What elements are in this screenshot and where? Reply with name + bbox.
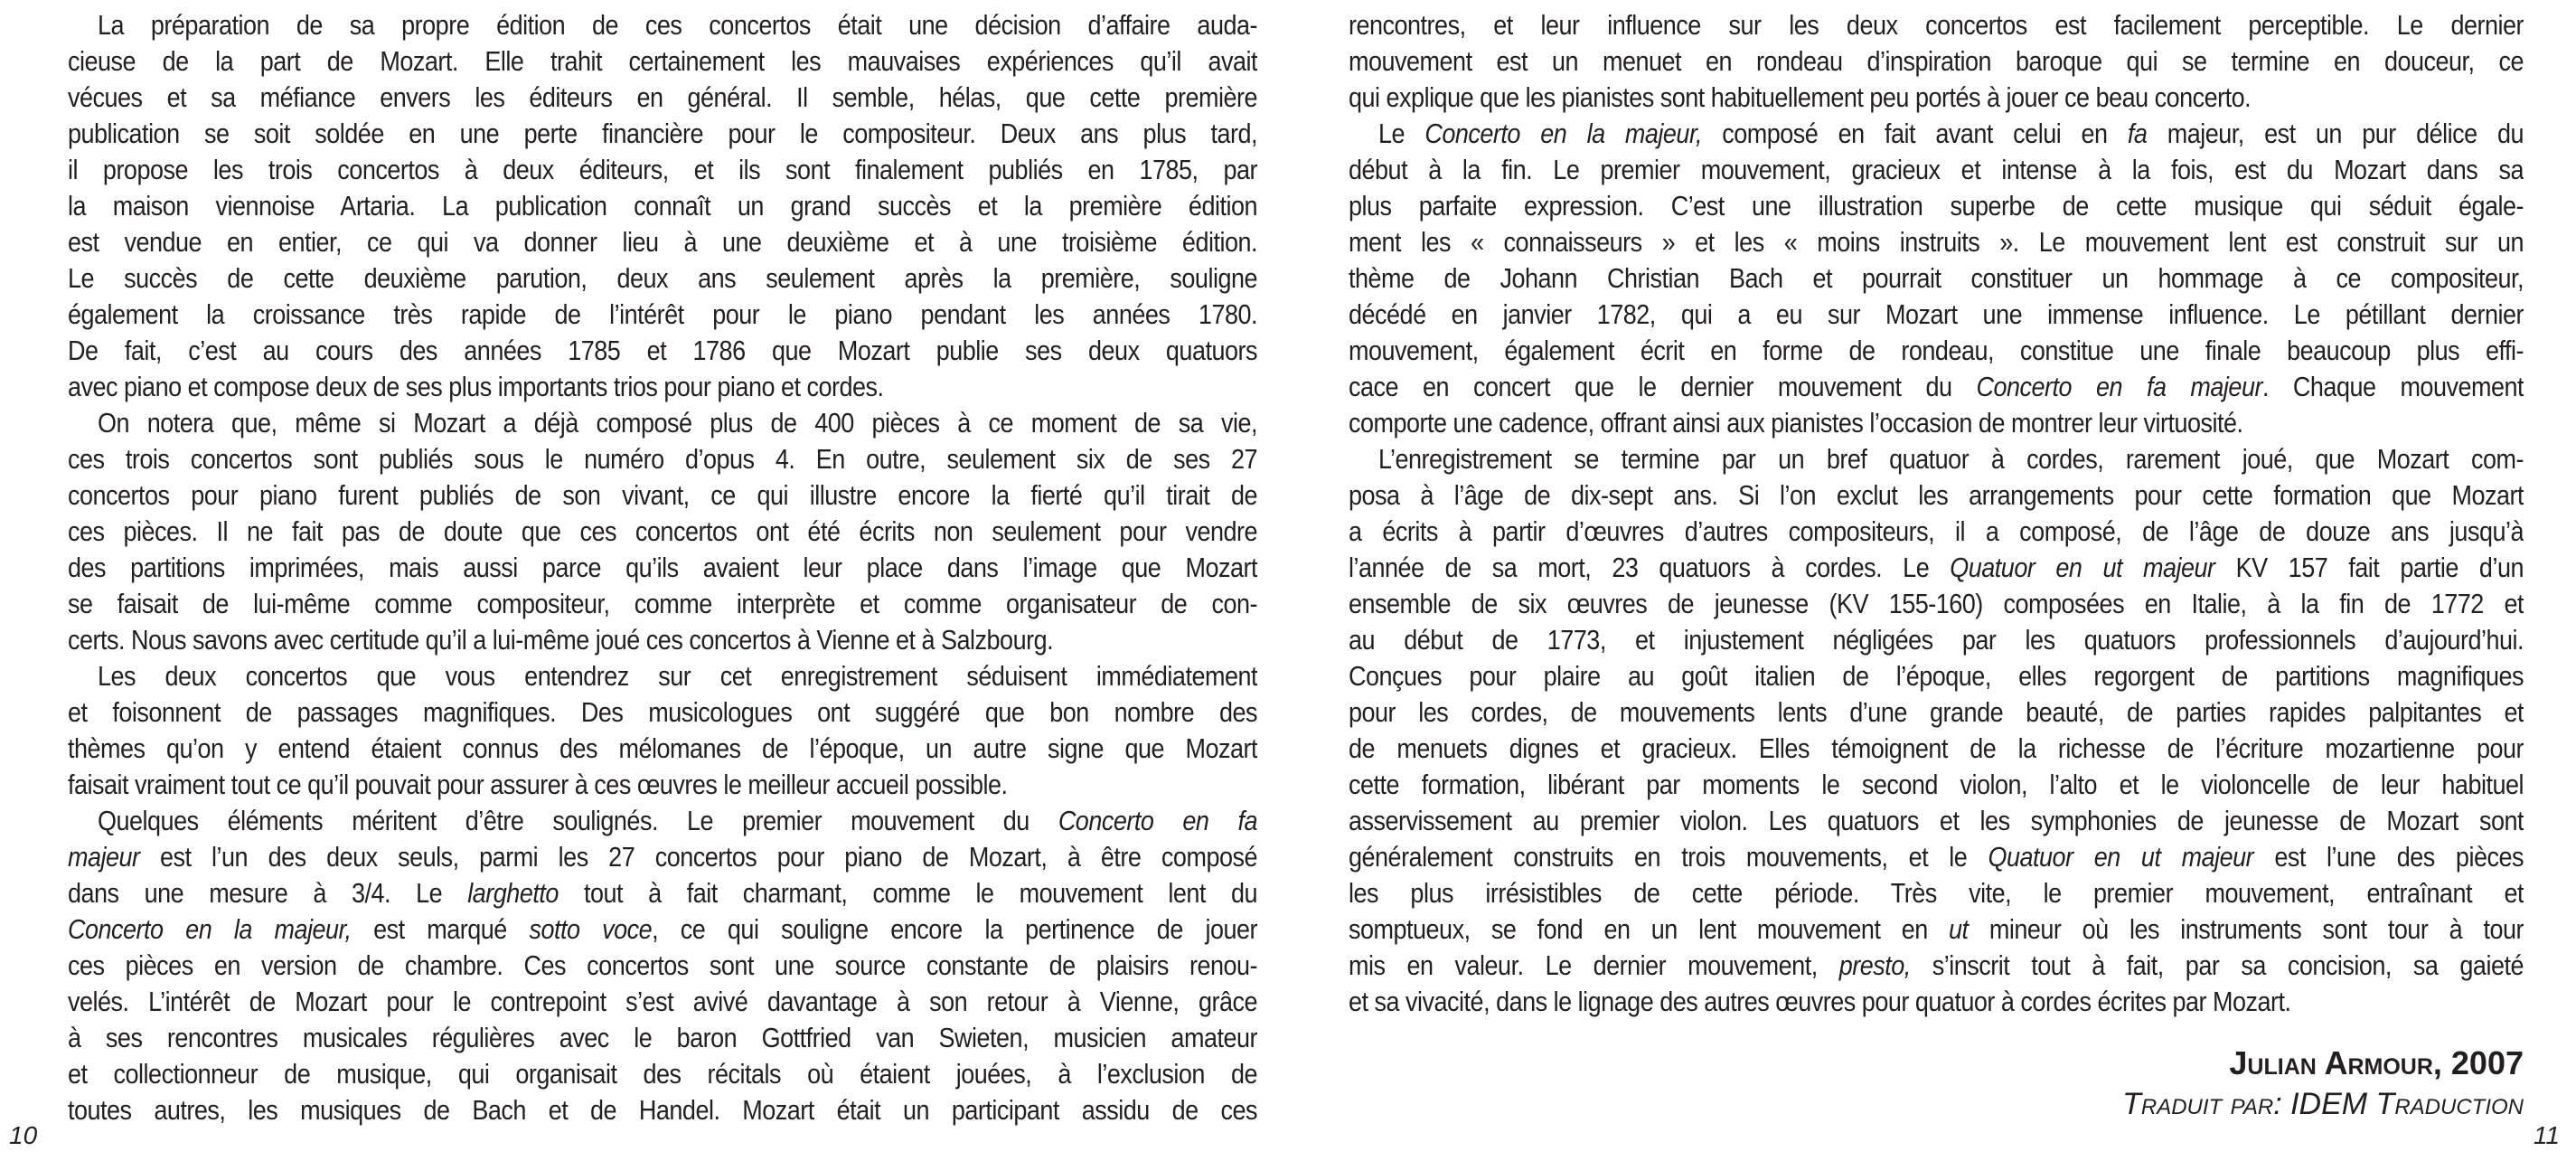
text-line [68, 475, 1257, 515]
text-segment: cieuse de la part de Mozart. Elle trahit certainement les mauvaises expériences qu’il avait [68, 46, 1257, 77]
text-segment: majeur, est un pur délice du [2147, 118, 2524, 149]
text-segment: velés. L’intérêt de Mozart pour le contrepoint s’est avivé davantage à son retour à Vienne, grâce [68, 986, 1257, 1017]
text-line [1349, 511, 2524, 552]
text-line [68, 945, 1257, 986]
italic-text-segment: larghetto [467, 878, 559, 909]
text-line [68, 366, 1257, 407]
text-segment: est vendue en entier, ce qui va donner lieu à une deuxième et à une troisième édition. [68, 227, 1257, 258]
text-line [1349, 439, 2524, 479]
text-segment: les plus irrésistibles de cette période. Très vite, le premier mouvement, entraînant et [1349, 878, 2524, 909]
text-segment: est l’un des deux seuls, parmi les 27 concertos pour piano de Mozart, à être composé [139, 842, 1257, 873]
text-line [1349, 656, 2524, 696]
text-line [68, 1017, 1257, 1058]
text-segment: KV 157 fait partie d’un [2214, 552, 2524, 583]
text-segment: On notera que, même si Mozart a déjà composé plus de 400 pièces à ce moment de sa vie, [98, 408, 1257, 439]
text-line [1349, 981, 2524, 1022]
text-segment: ment les « connaisseurs » et les « moins instruits ». Le mouvement lent est construit sur un [1349, 227, 2524, 258]
text-line [1349, 945, 2524, 986]
text-line [1349, 836, 2524, 877]
text-line [1349, 77, 2524, 118]
text-line [68, 692, 1257, 732]
text-segment: début à la fin. Le premier mouvement, gracieux et intense à la fois, est du Mozart dans sa [1349, 155, 2524, 185]
text-line [68, 511, 1257, 552]
italic-text-segment: sotto voce [529, 914, 653, 945]
text-segment: concertos pour piano furent publiés de son vivant, ce qui illustre encore la fierté qu’il tirait de [68, 480, 1257, 511]
text-segment: et foisonnent de passages magnifiques. Des musicologues ont suggéré que bon nombre des [68, 697, 1257, 728]
text-segment: toutes autres, les musiques de Bach et de Handel. Mozart était un participant assidu de ces [68, 1095, 1257, 1126]
paragraph [68, 7, 1257, 405]
text-segment: . Chaque mouvement [2261, 372, 2524, 402]
text-line [68, 330, 1257, 371]
text-line [1349, 692, 2524, 732]
text-line [1349, 185, 2524, 226]
italic-text-segment: Quatuor en ut majeur [1950, 552, 2215, 583]
text-line [68, 222, 1257, 262]
text-segment: et collectionneur de musique, qui organisait des récitals où étaient jouées, à l’exclusion de [68, 1059, 1257, 1090]
text-line [68, 113, 1257, 154]
text-segment: L’enregistrement se termine par un bref quatuor à cordes, rarement joué, que Mozart com- [1378, 444, 2524, 475]
text-segment: cette formation, libérant par moments le second violon, l’alto et le violoncelle de leur habituel [1349, 769, 2524, 800]
text-line [1349, 222, 2524, 262]
paragraph [68, 803, 1257, 1128]
text-line [1349, 583, 2524, 624]
text-segment: au début de 1773, et injustement négligées par les quatuors professionnels d’aujourd’hui. [1349, 625, 2524, 656]
text-segment: composé en fait avant celui en [1701, 118, 2128, 149]
page-10-text-column [68, 7, 1257, 1128]
text-line [68, 402, 1257, 443]
text-line [68, 836, 1257, 877]
text-segment: posa à l’âge de dix-sept ans. Si l’on exclut les arrangements pour cette formation que Mozart [1349, 480, 2524, 511]
text-segment: l’année de sa mort, 23 quatuors à cordes. Le [1349, 552, 1951, 583]
text-segment: Les deux concertos que vous entendrez sur cet enregistrement séduisent immédiatement [98, 661, 1257, 692]
text-line [1349, 800, 2524, 841]
text-segment: tout à fait charmant, comme le mouvement lent du [558, 878, 1257, 909]
text-segment: vécues et sa méfiance envers les éditeurs en général. Il semble, hélas, que cette première [68, 82, 1257, 113]
text-segment: dans une mesure à 3/4. Le [68, 878, 468, 909]
text-segment: s’inscrit tout à fait, par sa concision, sa gaieté [1910, 950, 2524, 981]
text-line [68, 909, 1257, 949]
text-line [68, 547, 1257, 588]
text-segment: mouvement est un menuet en rondeau d’inspiration baroque qui se termine en douceur, ce [1349, 46, 2524, 77]
text-line [1349, 366, 2524, 407]
text-line [68, 764, 1257, 805]
author-credit: Julian Armour, 2007 [2229, 1044, 2524, 1081]
text-line [68, 294, 1257, 335]
text-line [1349, 149, 2524, 190]
text-segment: mis en valeur. Le dernier mouvement, [1349, 950, 1839, 981]
page-11-text-column [1349, 7, 2524, 1125]
text-line [68, 1090, 1257, 1130]
text-line [68, 873, 1257, 913]
paragraph [1349, 7, 2524, 116]
text-segment: décédé en janvier 1782, qui a eu sur Mozart une immense influence. Le pétillant dernier [1349, 299, 2524, 330]
italic-text-segment: Concerto en la majeur, [1424, 118, 1702, 149]
text-line [68, 5, 1257, 45]
text-line [1349, 873, 2524, 913]
text-segment: thème de Johann Christian Bach et pourrait constituer un hommage à ce compositeur, [1349, 263, 2524, 294]
text-segment: somptueux, se fond en un lent mouvement en [1349, 914, 1950, 945]
text-segment: asservissement au premier violon. Les quatuors et les symphonies de jeunesse de Mozart sont [1349, 806, 2524, 836]
page-number-10: 10 [9, 1121, 38, 1149]
text-line [68, 800, 1257, 841]
translator-credit: Traduit par: IDEM Traduction [2122, 1087, 2524, 1121]
text-segment: également la croissance très rapide de l’intérêt pour le piano pendant les années 1780. [68, 299, 1257, 330]
text-line [68, 583, 1257, 624]
paragraph [68, 405, 1257, 658]
text-line [68, 981, 1257, 1022]
text-line [1349, 330, 2524, 371]
italic-text-segment: Concerto en fa [1058, 806, 1257, 836]
text-segment: qui explique que les pianistes sont habituellement peu portés à jouer ce beau concerto. [1349, 82, 2252, 113]
italic-text-segment: ut [1949, 914, 1969, 945]
text-segment: faisait vraiment tout ce qu’il pouvait pour assurer à ces œuvres le meilleur accueil possible. [68, 769, 1008, 800]
text-line [1349, 294, 2524, 335]
text-line [1349, 402, 2524, 443]
text-line [1349, 728, 2524, 769]
italic-text-segment: Quatuor en ut majeur [1988, 842, 2254, 873]
text-segment: certs. Nous savons avec certitude qu’il a lui-même joué ces concertos à Vienne et à Salzbourg. [68, 625, 1054, 656]
text-segment: cace en concert que le dernier mouvement du [1349, 372, 1977, 402]
italic-text-segment: majeur [68, 842, 140, 873]
text-line [1349, 475, 2524, 515]
text-line [1349, 41, 2524, 81]
italic-text-segment: Concerto en fa majeur [1976, 372, 2262, 402]
text-segment: généralement construits en trois mouvements, et le [1349, 842, 1988, 873]
text-line [68, 77, 1257, 118]
text-segment: plus parfaite expression. C’est une illustration superbe de cette musique qui séduit égale- [1349, 191, 2524, 222]
text-segment: thèmes qu’on y entend étaient connus des mélomanes de l’époque, un autre signe que Mozart [68, 733, 1257, 764]
text-line [1349, 547, 2524, 588]
text-line [68, 619, 1257, 660]
paragraph [1349, 116, 2524, 441]
paragraph [1349, 441, 2524, 1020]
text-segment: la maison viennoise Artaria. La publication connaît un grand succès et la première édition [68, 191, 1257, 222]
text-segment: comporte une cadence, offrant ainsi aux pianistes l’occasion de montrer leur virtuosité. [1349, 408, 2243, 439]
text-segment: à ses rencontres musicales régulières avec le baron Gottfried van Swieten, musicien amateur [68, 1023, 1257, 1053]
text-line [1349, 113, 2524, 154]
text-line [68, 41, 1257, 81]
signature-block [1349, 1043, 2524, 1125]
text-segment: Quelques éléments méritent d’être soulignés. Le premier mouvement du [98, 806, 1058, 836]
text-segment: mineur où les instruments sont tour à tour [1968, 914, 2524, 945]
text-segment: des partitions imprimées, mais aussi parce qu’ils avaient leur place dans l’image que Mozart [68, 552, 1257, 583]
text-segment: De fait, c’est au cours des années 1785 et 1786 que Mozart publie ses deux quatuors [68, 335, 1257, 366]
text-line [68, 439, 1257, 479]
text-segment: avec piano et compose deux de ses plus importants trios pour piano et cordes. [68, 372, 884, 402]
italic-text-segment: fa [2127, 118, 2148, 149]
text-line [68, 728, 1257, 769]
text-segment: se faisait de lui-même comme compositeur, comme interprète et comme organisateur de con- [68, 589, 1257, 619]
text-segment: publication se soit soldée en une perte financière pour le compositeur. Deux ans plus tard, [68, 118, 1257, 149]
text-line [1349, 909, 2524, 949]
text-line [1349, 764, 2524, 805]
text-segment: La préparation de sa propre édition de ces concertos était une décision d’affaire auda- [98, 10, 1257, 41]
text-line [68, 1053, 1257, 1094]
text-segment: est marqué [351, 914, 530, 945]
text-segment: Conçues pour plaire au goût italien de l’époque, elles regorgent de partitions magnifiques [1349, 661, 2524, 692]
text-segment: et sa vivacité, dans le lignage des autres œuvres pour quatuor à cordes écrites par Mozart. [1349, 986, 2291, 1017]
text-segment: rencontres, et leur influence sur les deux concertos est facilement perceptible. Le dernier [1349, 10, 2524, 41]
text-segment: est l’une des pièces [2253, 842, 2524, 873]
text-line [1349, 5, 2524, 45]
text-segment: ensemble de six œuvres de jeunesse (KV 155-160) composées en Italie, à la fin de 1772 et [1349, 589, 2524, 619]
italic-text-segment: presto, [1838, 950, 1911, 981]
text-segment: a écrits à partir d’œuvres d’autres compositeurs, il a composé, de l’âge de douze ans jusqu’à [1349, 516, 2524, 547]
text-segment: de menuets dignes et gracieux. Elles témoignent de la richesse de l’écriture mozartienne pour [1349, 733, 2524, 764]
text-line [68, 258, 1257, 298]
text-segment: , ce qui souligne encore la pertinence de jouer [652, 914, 1257, 945]
text-segment: mouvement, également écrit en forme de rondeau, constitue une finale beaucoup plus effi- [1349, 335, 2524, 366]
text-line [68, 185, 1257, 226]
text-line [68, 149, 1257, 190]
text-segment: ces pièces en version de chambre. Ces concertos sont une source constante de plaisirs renou- [68, 950, 1257, 981]
italic-text-segment: Concerto en la majeur, [68, 914, 352, 945]
text-line [68, 656, 1257, 696]
paragraph [68, 658, 1257, 803]
page-number-11: 11 [2533, 1121, 2560, 1149]
text-line [1349, 619, 2524, 660]
text-segment: Le [1378, 118, 1425, 149]
text-segment: Le succès de cette deuxième parution, deux ans seulement après la première, souligne [68, 263, 1257, 294]
text-segment: ces trois concertos sont publiés sous le numéro d’opus 4. En outre, seulement six de ses 27 [68, 444, 1257, 475]
text-segment: il propose les trois concertos à deux éditeurs, et ils sont finalement publiés en 1785, par [68, 155, 1257, 185]
text-segment: pour les cordes, de mouvements lents d’une grande beauté, de parties rapides palpitantes et [1349, 697, 2524, 728]
text-segment: ces pièces. Il ne fait pas de doute que ces concertos ont été écrits non seulement pour vendre [68, 516, 1257, 547]
text-line [1349, 258, 2524, 298]
